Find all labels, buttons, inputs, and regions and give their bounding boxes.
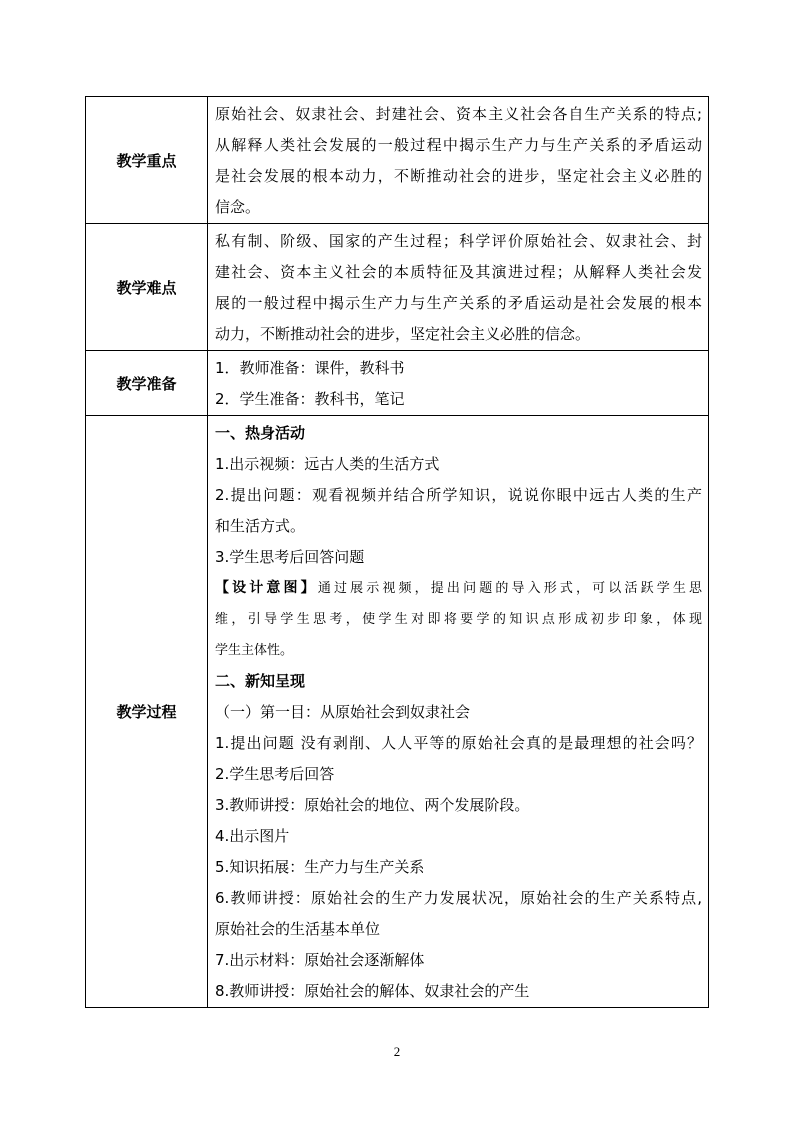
text-line: 3.教师讲授：原始社会的地位、两个发展阶段。 — [215, 796, 530, 814]
key-points-label: 教学重点 — [86, 97, 208, 224]
text-line: 6.教师讲授：原始社会的生产力发展状况，原始社会的生产关系特点, — [215, 889, 702, 907]
text-line: 1.提出问题 没有剥削、人人平等的原始社会真的是最理想的社会吗？ — [215, 734, 702, 752]
text-line: 是社会发展的根本动力，不断推动社会的进步，坚定社会主义必胜的 — [215, 167, 702, 185]
text-line: 展的一般过程中揭示生产力与生产关系的矛盾运动是社会发展的根本 — [215, 294, 702, 312]
text-line: 5.知识拓展：生产力与生产关系 — [215, 858, 425, 876]
text-line: 2.提出问题：观看视频并结合所学知识，说说你眼中远古人类的生产 — [215, 486, 702, 504]
key-points-content — [208, 97, 709, 224]
row-key-points — [86, 97, 709, 224]
text-line: 2.学生思考后回答 — [215, 765, 335, 783]
text-line: 建社会、资本主义社会的本质特征及其演进过程；从解释人类社会发 — [215, 263, 702, 281]
difficulties-content — [208, 224, 709, 351]
preparation-label: 教学准备 — [86, 351, 208, 416]
new-knowledge-heading: 二、新知呈现 — [215, 672, 306, 690]
text-line: 8.教师讲授：原始社会的解体、奴隶社会的产生 — [215, 982, 530, 1000]
text-line: 2．学生准备：教科书，笔记 — [215, 390, 405, 408]
text-line: 私有制、阶级、国家的产生过程；科学评价原始社会、奴隶社会、封 — [215, 232, 702, 250]
design-intent-tag: 【设计意图】 — [215, 580, 318, 596]
text-line: 1．教师准备：课件，教科书 — [215, 359, 405, 377]
section-subheading: （一）第一目：从原始社会到奴隶社会 — [215, 703, 471, 721]
lesson-plan-table — [85, 96, 709, 1008]
process-content — [208, 416, 709, 1008]
design-intent-line — [215, 573, 702, 604]
design-intent-text: 通过展示视频，提出问题的导入形式，可以活跃学生思 — [317, 581, 702, 596]
design-intent-line: 学生主体性。 — [215, 643, 294, 658]
page-number: 2 — [393, 1044, 401, 1059]
text-line: 原始社会、奴隶社会、封建社会、资本主义社会各自生产关系的特点; — [215, 105, 702, 123]
text-line: 1.出示视频：远古人类的生活方式 — [215, 455, 440, 473]
text-line: 4.出示图片 — [215, 827, 290, 845]
row-difficulties — [86, 224, 709, 351]
text-line: 原始社会的生活基本单位 — [215, 920, 381, 938]
warmup-heading: 一、热身活动 — [215, 424, 306, 442]
difficulties-label: 教学难点 — [86, 224, 208, 351]
text-line: 7.出示材料：原始社会逐渐解体 — [215, 951, 425, 969]
row-preparation — [86, 351, 709, 416]
process-label: 教学过程 — [86, 416, 208, 1008]
preparation-content — [208, 351, 709, 416]
text-line: 从解释人类社会发展的一般过程中揭示生产力与生产关系的矛盾运动 — [215, 136, 702, 154]
design-intent-line: 维，引导学生思考，使学生对即将要学的知识点形成初步印象，体现 — [215, 612, 702, 627]
text-line: 3.学生思考后回答问题 — [215, 548, 365, 566]
row-process — [86, 416, 709, 1008]
text-line: 信念。 — [215, 198, 261, 216]
text-line: 动力，不断推动社会的进步，坚定社会主义必胜的信念。 — [215, 325, 591, 343]
text-line: 和生活方式。 — [215, 517, 306, 535]
